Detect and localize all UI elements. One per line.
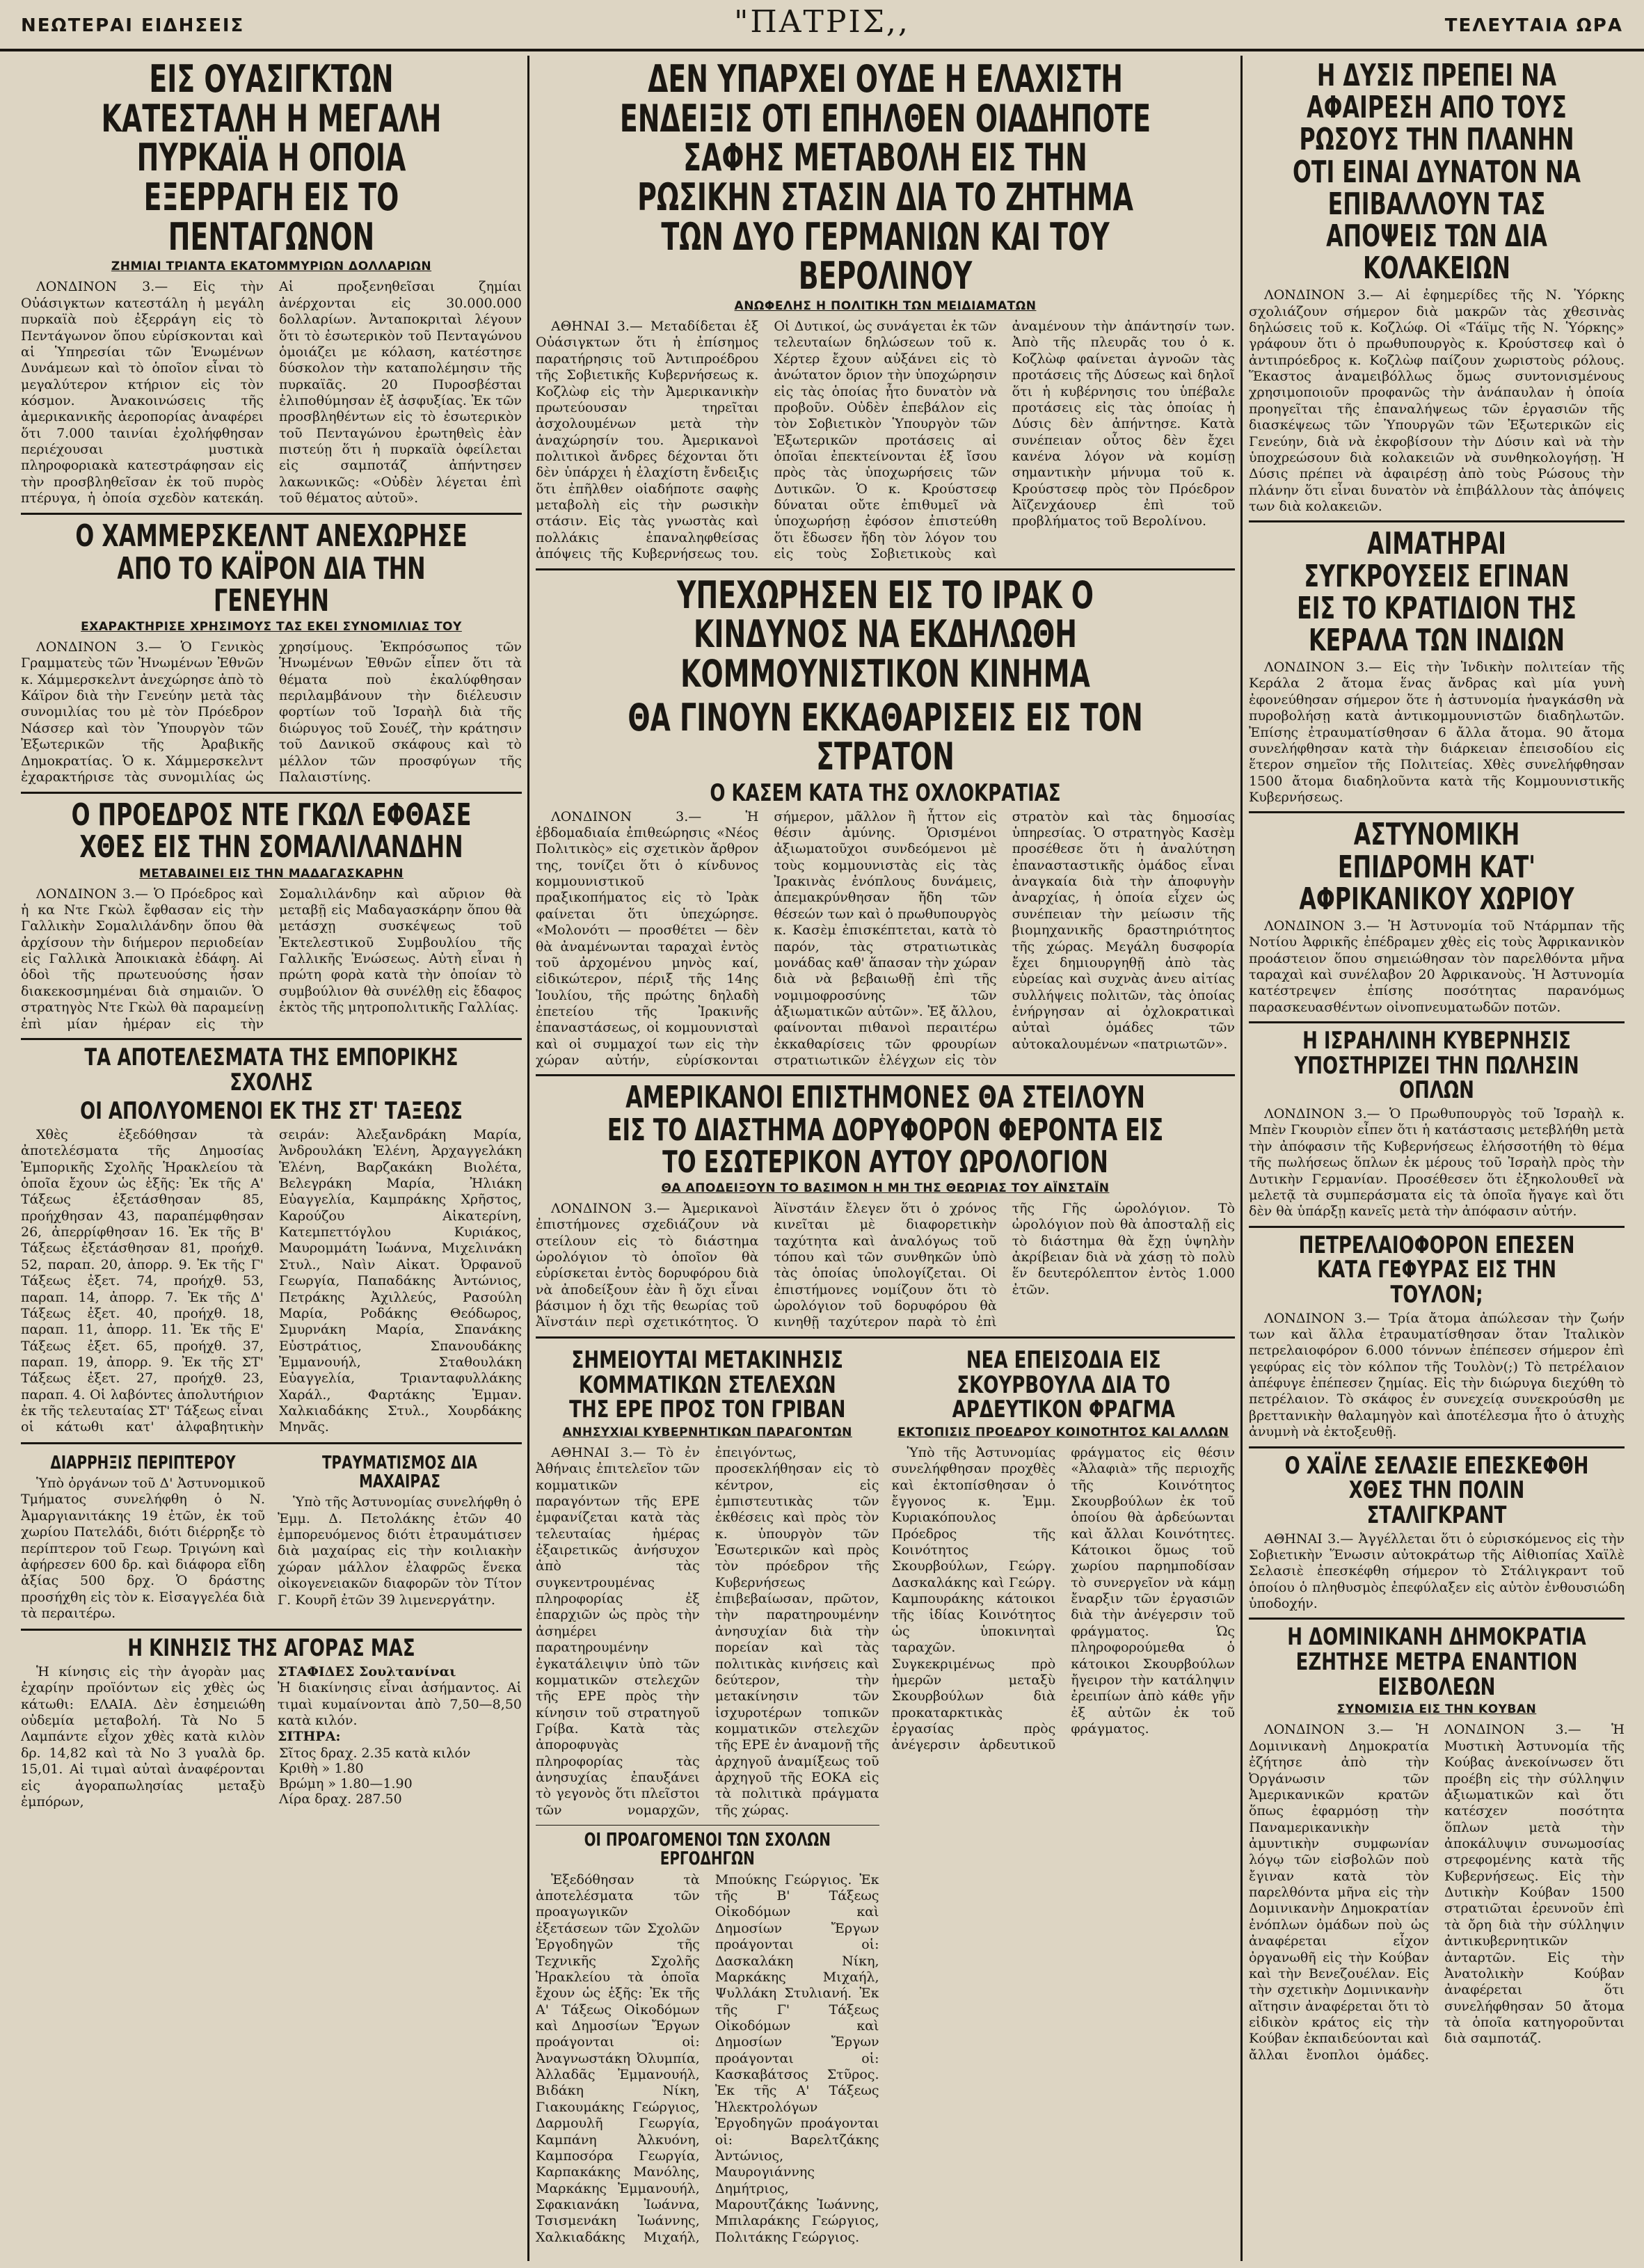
headline: Η ΚΙΝΗΣΙΣ ΤΗΣ ΑΓΟΡΑΣ ΜΑΣ [127, 1634, 415, 1663]
newspaper-title: "ΠΑΤΡΙΣ,, [734, 4, 910, 40]
article-body: ΛΟΝΔΙΝΟΝ 3.— Ὁ Πρωθυπουργὸς τοῦ Ἰσραὴλ κ. Μπὲν Γκουριὸν εἶπεν ὅτι ἡ κατάστασις μετεβλήθη μετὰ τὴν ἀπόφασιν τῆς Κυβερνήσεως ἐλήσσοτήθη τὸ θέμα τῆς πωλήσεως ὅπλων ἐκ μέρους τοῦ Ἰσραὴλ πρὸς τὴν Δυτικὴν Γερμανίαν. Προσέθεσεν ὅτι ἐξηκολουθεῖ νὰ μελετᾷ τὰ συμπεράσματα εἰς τὰ ὁποῖα ἤγαγε καὶ ὅτι δὲν θὰ ὑπάρξῃ κανεῖς μετὰ τὴν ἀπόφασιν αὐτήν. [1249, 1106, 1625, 1220]
subheadline: ΕΧΑΡΑΚΤΗΡΙΣΕ ΧΡΗΣΙΜΟΥΣ ΤΑΣ ΕΚΕΙ ΣΥΝΟΜΙΛΙΑΣ ΤΟΥ [81, 620, 462, 634]
article-iraq [536, 573, 1235, 1069]
subheadline: ΜΕΤΑΒΑΙΝΕΙ ΕΙΣ ΤΗΝ ΜΑΔΑΓΑΣΚΑΡΗΝ [139, 866, 404, 881]
article-berlin [536, 57, 1235, 563]
masthead [0, 0, 1644, 51]
headline: ΔΙΑΡΡΗΞΙΣ ΠΕΡΙΠΤΕΡΟΥ [50, 1452, 236, 1474]
divider [1249, 520, 1625, 522]
subheadline: ΣΥΝΟΜΙΣΙΑ ΕΙΣ ΤΗΝ ΚΟΥΒΑΝ [1336, 1702, 1537, 1717]
headline: Ο ΠΡΟΕΔΡΟΣ ΝΤΕ ΓΚΩΛ ΕΦΘΑΣΕ ΧΘΕΣ ΕΙΣ ΤΗΝ ΣΟΜΑΛΙΛΑΝΔΗΝ [71, 797, 472, 865]
headline: ΔΕΝ ΥΠΑΡΧΕΙ ΟΥΔΕ Η ΕΛΑΧΙΣΤΗ ΕΝΔΕΙΞΙΣ ΟΤΙ ΕΠΗΛΘΕΝ ΟΙΑΔΗΠΟΤΕ ΣΑΦΗΣ ΜΕΤΑΒΟΛΗ ΕΙΣ ΤΗΝ ΡΩΣΙΚΗΝ ΣΤΑΣΙΝ ΔΙΑ ΤΟ ΖΗΤΗΜΑ ΤΩΝ ΔΥΟ ΓΕΡΜΑΝΙΩΝ ΚΑΙ ΤΟΥ ΒΕΡΟΛΙΝΟΥ [619, 57, 1151, 298]
headline: ΑΙΜΑΤΗΡΑΙ ΣΥΓΚΡΟΥΣΕΙΣ ΕΓΙΝΑΝ ΕΙΣ ΤΟ ΚΡΑΤΙΔΙΟΝ ΤΗΣ ΚΕΡΑΛΑ ΤΩΝ ΙΝΔΙΩΝ [1297, 526, 1577, 658]
article-ere [536, 1344, 879, 2246]
divider [21, 1629, 522, 1631]
article-african-village [1249, 819, 1625, 1016]
headline: ΑΜΕΡΙΚΑΝΟΙ ΕΠΙΣΤΗΜΟΝΕΣ ΘΑ ΣΤΕΙΛΟΥΝ ΕΙΣ ΤΟ ΔΙΑΣΤΗΜΑ ΔΟΡΥΦΟΡΟΝ ΦΕΡΟΝΤΑ ΕΙΣ ΤΟ ΕΣΩΤΕΡΙΚΟΝ ΑΥΤΟΥ ΩΡΟΛΟΓΙΟΝ [607, 1080, 1164, 1180]
article-body: ΑΘΗΝΑΙ 3.— Μεταδίδεται ἐξ Οὐάσιγκτων ὅτι ἡ ἐπίσημος παρατήρησις τοῦ Ἀντιπροέδρου τῆς Σοβιετικῆς Κυβερνήσεως κ. Κοζλὼφ εἰς τὴν Ἀμερικανικὴν πρωτεύουσαν τηρεῖται ἀσχολουμένων μετὰ τὴν ἀναχώρησίν του. Ἀμερικανοὶ πολιτικοὶ ἄνδρες δέχονται ὅτι δὲν ὑπάρχει ἡ ἐλαχίστη ἔνδειξις ὅτι ἐπῆλθεν οἱαδήποτε σαφὴς μεταβολὴ εἰς τὴν ρωσικὴν στάσιν. Εἰς τὰς γνωστὰς καὶ πολλάκις ἐπαναληφθείσας ἀπόψεις τῆς Κυβερνήσεως του. Οἱ Δυτικοί, ὡς συνάγεται ἐκ τῶν τελευταίων δηλώσεων τοῦ κ. Χέρτερ ἔχουν αὐξάνει εἰς τὸ ἀνώτατον ὅριον τὴν ὑποχώρησιν εἰς τὰς ὁποίας ἦτο δυνατὸν νὰ προβοῦν. Οὐδὲν ἐπεβάλον εἰς τὸν Σοβιετικὸν Ὑπουργὸν τῶν Ἐξωτερικῶν προτάσεις αἱ ὁποῖαι ἐπεκτείνονται ἐξ ἴσου πρὸς τὰς ὑποχωρήσεις τῶν Δυτικῶν. Ὁ κ. Κρούστσεφ δύναται οὔτε ἐπιθυμεῖ νὰ ὑποχωρήσῃ ἐφόσον ἐπιστεύθη ὅτι ἔδωσεν ἤδη τὸν λόγον του εἰς τοὺς Σοβιετικοὺς καὶ ἀναμένουν τὴν ἀπάντησίν των. Ἀπὸ τῆς πλευρᾶς του ὁ κ. Κοζλὼφ φαίνεται ἀγνοῶν τὰς προτάσεις τῆς Δύσεως καὶ δηλοῖ ὅτι ἡ κυβέρνησις του ὑπέβαλε προτάσεις εἰς τὰς ὁποίας ἡ Δύσις δὲν ἀπήντησε. Κατὰ συνέπειαν οὗτος δὲν ἔχει κανένα λόγον νὰ κομίσῃ σημαντικὴν μήνυμα τοῦ κ. Κρούστσεφ πρὸς τὸν Πρόεδρον Ἀϊζενχάουερ ἐπὶ τοῦ προβλήματος τοῦ Βερολίνου. [536, 319, 1235, 562]
headline: ΤΡΑΥΜΑΤΙΣΜΟΣ ΔΙΑ ΜΑΧΑΙΡΑΣ [321, 1452, 477, 1493]
article-body: ΛΟΝΔΙΝΟΝ 3.— Εἰς τὴν Ἰνδικὴν πολιτείαν τῆς Κεράλα 2 ἄτομα ἕνας ἄνδρας καὶ μία γυνὴ ἐφονεύθησαν σήμερον ὅτε ἡ ἀστυνομία ἠναγκάσθη νὰ πυροβολήσῃ κατὰ ἀντικομμουνιστῶν διαδηλωτῶν. Ἐπίσης ἐτραυματίσθησαν 6 ἄλλα ἄτομα. 90 ἄτομα συνελήφθησαν κατὰ τὴν διάρκειαν ἐπεισοδίου εἰς ἕτερον σημεῖον τῆς Πολιτείας. Χθὲς συνελήφθησαν 1500 ἄτομα διαδηλοῦντα κατὰ τῆς Κομμουνιστικῆς Κυβερνήσεως. [1249, 660, 1625, 805]
article-israel-arms [1249, 1029, 1625, 1220]
article-knife-injury [278, 1450, 522, 1624]
article-body: Χθὲς ἐξεδόθησαν τὰ ἀποτελέσματα τῆς Δημοσίας Ἐμπορικῆς Σχολῆς Ἡρακλείου τὰ ὁποῖα ἔχουν ὡς ἑξῆς: Ἐκ τῆς Α' Τάξεως ἐξετάσθησαν 85, προήχθησαν 43, παραπέμφθησαν 26, ἀπερρίφθησαν 16. Ἐκ τῆς Β' Τάξεως ἐξετάσθησαν 81, προήχθ. 52, παραπ. 20, ἀπορρ. 9. Ἐκ τῆς Γ' Τάξεως ἐξετ. 74, προήχθ. 53, παραπ. 14, ἀπορρ. 7. Ἐκ τῆς Δ' Τάξεως ἐξετ. 40, προήχθ. 18, παραπ. 11, ἀπορρ. 11. Ἐκ τῆς Ε' Τάξεως ἐξετ. 65, προήχθ. 37, παραπ. 19, ἀπορρ. 9. Ἐκ τῆς ΣΤ' Τάξεως ἐξετ. 27, προήχθ. 23, παραπ. 4. Οἱ λαβόντες ἀπολυτήριον ἐκ τῆς τελευταίας ΣΤ' Τάξεως εἶναι οἱ κάτωθι κατ' ἀλφαβητικὴν σειράν: Ἀλεξανδράκη Μαρία, Ἀνδρουλάκη Ἑλένη, Ἀρχαγγελάκη Ἑλένη, Βαρζακάκη Βιολέτα, Βελεγράκη Μαρία, Ἠλιάκη Εὐαγγελία, Καμπράκης Χρῆστος, Καρούζου Αἰκατερίνη, Κατεμπεττόγλου Κυριάκος, Μαυρομμάτη Ἰωάννα, Μιχελινάκη Στυλ., Ναὶν Αἰκατ. Ὀρφανοῦ Γεωργία, Παπαδάκης Ἀντώνιος, Πετράκης Ἀχιλλεύς, Ρασούλη Μαρία, Ροδάκης Θεόδωρος, Σμυρνάκη Μαρία, Σπανάκης Εὐστράτιος, Σπανουδάκης Ἐμμανουήλ, Σταθουλάκη Εὐαγγελία, Τριανταφυλλάκης Χαράλ., Φαρτάκης Ἐμμαν. Χαλκιαδάκης Στυλ., Χουρδάκης Μηνᾶς. [21, 1126, 522, 1435]
divider [21, 513, 522, 515]
divider [1249, 811, 1625, 813]
article-body: ΛΟΝΔΙΝΟΝ 3.— Ἡ ἑβδομαδιαία ἐπιθεώρησις «Νέος Πολιτικὸς» εἰς σχετικὸν ἄρθρον της, τονίζει ὅτι ὁ κίνδυνος κομμουνιστικοῦ πραξικοπήματος εἰς τὸ Ἰρὰκ φαίνεται ὅτι ὑπεχώρησε. «Μολονότι — προσθέτει — δὲν θὰ ἀναμένωνται ταραχαὶ ἐντὸς τοῦ ἀρχομένου μηνὸς καί, εἰδικώτερον, πέριξ τῆς 14ης Ἰουλίου, τῆς πρώτης δηλαδὴ ἐπετείου τῆς Ἰρακινῆς ἐπαναστάσεως, οἱ κομμουνισταὶ καὶ οἱ συμμαχοί των εἰς τὴν χώραν αὐτήν, εὑρίσκονται σήμερον, μᾶλλον ἢ ἧττον εἰς θέσιν ἀμύνης. Ὁρισμένοι ἀξιωματοῦχοι συνδεόμενοι μὲ τοὺς κομμουνιστὰς εἰς τὰς Ἰρακινὰς ἐνόπλους δυνάμεις, ἀπεμακρύνθησαν ἤδη τῶν θέσεών των καὶ ὁ πρωθυπουργὸς κ. Κασὲμ ἐπισκέπτεται, κατὰ τὸ παρόν, τὰς στρατιωτικὰς μονάδας καθ' ἅπασαν τὴν χώραν διὰ νὰ βεβαιωθῇ ἐπὶ τῆς νομιμοφροσύνης τῶν ἀξιωματικῶν αὐτῶν». Ἐξ ἄλλου, φαίνονται πιθανοὶ περαιτέρω ἐκκαθαρίσεις τῶν φρουρίων στρατιωτικῶν ἐλέγχων εἰς τὸν στρατὸν καὶ τὰς δημοσίας ὑπηρεσίας. Ὁ στρατηγὸς Κασὲμ προσέθεσε ὅτι ἡ ἀναλύτηση ἐπανασταστικῆς ὁμάδος εἶναι ἀναγκαία διὰ τὴν ἀποφυγὴν ἀναρχίας, ἡ ὁποία εἶχεν ὡς συνέπειαν τὴν μείωσιν τῆς βιομηχανικῆς δραστηριότητος τῆς χώρας. Μεγάλη δυσφορία ἔχει δημιουργηθῇ ἀπὸ τὰς εὐρείας καὶ συχνὰς ἀνευ αἰτίας συλλήψεις πολιτῶν, τὰς ὁποίας ἐνήργησαν αἱ ὀχλοκρατικαὶ αὐταὶ ὁμάδες τῶν αὐτοκαλουμένων «πατριωτῶν». [536, 808, 1235, 1069]
raisins-text: Ἡ διακίνησις εἶναι ἀσήμαντος. Αἱ τιμαὶ κυμαίνονται ἀπὸ 7,50—8,50 κατὰ κιλόν. [278, 1680, 522, 1729]
divider [21, 1442, 522, 1444]
article-body: ΑΘΗΝΑΙ 3.— Ἀγγέλλεται ὅτι ὁ εὑρισκόμενος εἰς τὴν Σοβιετικὴν Ἕνωσιν αὐτοκράτωρ τῆς Αἰθιοπίας Χαϊλὲ Σελασιὲ ἐπεσκέφθη σήμερον τὸ Στάλιγκραντ τοῦ ὁποίου ὁ πληθυσμὸς ἐπεφύλαξεν εἰς αὐτὸν ἐνθουσιώδη ὑποδοχήν. [1249, 1531, 1625, 1612]
left-column [21, 56, 522, 2261]
divider [1249, 1226, 1625, 1228]
headline: ΣΗΜΕΙΟΥΤΑΙ ΜΕΤΑΚΙΝΗΣΙΣ ΚΟΜΜΑΤΙΚΩΝ ΣΤΕΛΕΧΩΝ ΤΗΣ ΕΡΕ ΠΡΟΣ ΤΟΝ ΓΡΙΒΑΝ [569, 1345, 846, 1424]
divider [536, 1825, 879, 1826]
headline: ΝΕΑ ΕΠΕΙΣΟΔΙΑ ΕΙΣ ΣΚΟΥΡΒΟΥΛΑ ΔΙΑ ΤΟ ΑΡΔΕΥΤΙΚΟΝ ΦΡΑΓΜΑ [952, 1345, 1175, 1424]
subheadline: ΘΑ ΑΠΟΔΕΙΞΟΥΝ ΤΟ ΒΑΣΙΜΟΝ Η ΜΗ ΤΗΣ ΘΕΩΡΙΑΣ ΤΟΥ ΑΪΝΣΤΑΪΝ [661, 1181, 1110, 1195]
center-column [536, 56, 1235, 2261]
masthead-right-label: ΤΕΛΕΥΤΑΙΑ ΩΡΑ [1444, 15, 1623, 36]
headline: ΑΣΤΥΝΟΜΙΚΗ ΕΠΙΔΡΟΜΗ ΚΑΤ' ΑΦΡΙΚΑΝΙΚΟΥ ΧΩΡΙΟΥ [1299, 817, 1574, 917]
short-news-row [21, 1450, 522, 1624]
headline: ΠΕΤΡΕΛΑΙΟΦΟΡΟΝ ΕΠΕΣΕΝ ΚΑΤΑ ΓΕΦΥΡΑΣ ΕΙΣ ΤΗΝ ΤΟΥΛΟΝ; [1298, 1231, 1575, 1309]
table-row: Κριθὴ » 1.80 [279, 1760, 364, 1776]
article-kerala [1249, 528, 1625, 806]
divider [21, 1038, 522, 1040]
subheadline: ΑΝΩΦΕΛΗΣ Η ΠΟΛΙΤΙΚΗ ΤΩΝ ΜΕΙΔΙΑΜΑΤΩΝ [734, 299, 1037, 314]
article-body: ΛΟΝΔΙΝΟΝ 3.— Ὁ Πρόεδρος καὶ ἡ κα Ντε Γκὼλ ἔφθασαν εἰς τὴν Γαλλικὴν Σομαλιλάνδην ὅπου θὰ ἀρχίσουν τὴν διήμερον περιοδείαν εἰς Γαλλικὰ Ἀποικιακὰ ἐδάφη. Αἱ ὁδοὶ τῆς πρωτευούσης ἦσαν διακεκοσμημέναι διὰ σημαιῶν. Ὁ στρατηγὸς Ντε Γκὼλ θὰ παραμείνῃ ἐπὶ μίαν ἡμέραν εἰς τὴν Σομαλιλάνδην καὶ αὔριον θὰ μεταβῇ εἰς Μαδαγασκάρην ὅπου θὰ μετάσχῃ συσκέψεως τοῦ Ἐκτελεστικοῦ Συμβουλίου τῆς Γαλλικῆς Ἑνώσεως. Αὐτὴ εἶναι ἡ πρώτη φορὰ κατὰ τὴν ὁποίαν τὸ συμβούλιον θὰ συνέλθῃ εἰς ἔδαφος ἐκτὸς τῆς μητροπολιτικῆς Γαλλίας. [21, 886, 522, 1032]
divider [1249, 1021, 1625, 1023]
article-body: Ὑπὸ ὀργάνων τοῦ Δ' Ἀστυνομικοῦ Τμήματος συνελήφθη ὁ Ν. Ἀμαργιανιτάκης 19 ἐτῶν, ἐκ τοῦ χωρίου Πατελάδι, διότι διέρρηξε τὸ περίπτερον τοῦ Γεωρ. Τριγώνη καὶ ἀφήρεσεν 600 δρ. καὶ διάφορα εἴδη ἀξίας 500 δρχ. Ὁ δράστης προσήχθη εἰς τὸν κ. Εἰσαγγελέα διὰ τὰ περαιτέρω. [21, 1476, 265, 1621]
raisins-title: ΣΤΑΦΙΔΕΣ Σουλτανίναι [278, 1663, 456, 1679]
article-body: ΛΟΝΔΙΝΟΝ 3.— Ἀμερικανοὶ ἐπιστήμονες σχεδιάζουν νὰ στείλουν εἰς τὸ διάστημα ὡρολόγιον τὸ ὁποῖον θὰ εὑρίσκεται ἐντὸς δορυφόρου διὰ νὰ ἀποδείξουν ἐὰν ἢ ὄχι εἶναι βάσιμον ἡ ὄχι τῆς θεωρίας τοῦ Ἀϊνστάιν περὶ σχετικότητος. Ὁ Ἀϊνστάιν ἔλεγεν ὅτι ὁ χρόνος κινεῖται μὲ διαφορετικὴν ταχύτητα καὶ ἀναλόγως τοῦ τόπου καὶ τῶν συνθηκῶν ὑπὸ τὰς ὁποίας ὑπολογίζεται. Οἱ ἐπιστήμονες νομίζουν ὅτι τὸ ὡρολόγιον τοῦ δορυφόρου θὰ κινηθῇ ταχύτερον παρὰ τὸ ἐπὶ τῆς Γῆς ὡρολόγιον. Τὸ ὡρολόγιον ποὺ θὰ ἀποσταλῇ εἰς τὸ διάστημα θὰ ἔχῃ ὑψηλὴν ἀκρίβειαν διὰ νὰ χάσῃ τὸ πολὺ ἕν δευτερόλεπτον ἐντὸς 1.000 ἐτῶν. [536, 1200, 1235, 1330]
article-body: Ἡ κίνησις εἰς τὴν ἀγορὰν μας ἐχαρίην προϊόντων εἰς χθὲς ὡς κάτωθι: ΕΛΑΙΑ. Δὲν ἐσημειώθη οὐδεμία μεταβολή. Τὰ Νο 5 Λαμπάντε εἶχον χθὲς κατὰ κιλὸν δρ. 14,82 καὶ τὰ Νο 3 γυαλὰ δρ. 15,01. Αἱ τιμαὶ αὐταὶ ἀναφέρονται εἰς ἀγοραπωλησίας μεταξὺ ἐμπόρων, [21, 1663, 265, 1810]
table-row: Βρώμη » 1.80—1.90 [279, 1775, 413, 1791]
article-body: ΛΟΝΔΙΝΟΝ 3.— Τρία ἄτομα ἀπώλεσαν τὴν ζωήν των καὶ ἄλλα ἐτραυματίσθησαν ὅταν Ἰταλικὸν πετρελαιοφόρον 6.000 τόννων ἐπέπεσεν σήμερον ἐπὶ γεφύρας εἰς τὸν κόλπον τῆς Τουλὸν(;) Τὸ πετρέλαιον ἀπέφυγε ἐπέπεσεν ζημίας. Εἰς τὴν διώρυγα διεχύθη τὸ πετρέλαιον. Τὸ σκάφος ἐν συνεχείᾳ συνεκρούσθη με βρεττανικὴν θαλαμηγὸν καὶ ἀποτέλεσμα ἦτο ὁ ἀτυχὴς ἀνυμνὴ νὰ ἐκτοξευθῇ. [1249, 1310, 1625, 1440]
article-body: ΛΟΝΔΙΝΟΝ 3.— Ἡ Ἀστυνομία τοῦ Ντάρμπαν τῆς Νοτίου Ἀφρικῆς ἐπέδραμεν χθὲς εἰς τοὺς Ἀφρικανικὸν προάστειον ὅπου σημειώθησαν τὸν παρελθόντα μῆνα ταραχαὶ καὶ συνέλαβον 20 Ἀφρικανοὺς. Ἡ Ἀστυνομία κατέστρεψεν ἐπίσης ποσότητας παρανόμως παρασκευασθέντων οἰνοπνευματωδῶν ποτῶν. [1249, 918, 1625, 1015]
divider [536, 1336, 1235, 1339]
headline-secondary: ΟΙ ΑΠΟΛΥΟΜΕΝΟΙ ΕΚ ΤΗΣ ΣΤ' ΤΑΞΕΩΣ [80, 1097, 463, 1126]
article-body: Ἐξεδόθησαν τὰ ἀποτελέσματα τῶν προαγωγικῶν ἐξετάσεων τῶν Σχολῶν Ἐργοδηγῶν τῆς Τεχνικῆς Σχολῆς Ἡρακλείου τὰ ὁποῖα ἔχουν ὡς ἑξῆς: Ἐκ τῆς Α' Τάξεως Οἰκοδόμων καὶ Δημοσίων Ἔργων προάγονται οἱ: Ἀναγνωστάκη Ὀλυμπία, Ἀλλαδᾶς Ἐμμανουήλ, Βιδάκη Νίκη, Γιακουμάκης Γεώργιος, Δαρμουλῆ Γεωργία, Καμπάνη Ἀλκυόνη, Καμποσόρα Γεωργία, Καρπακάκης Μανόλης, Μαρκάκης Ἐμμανουήλ, Σφακιανάκη Ἰωάννα, Τσισμενάκη Ἰωάννης, Χαλκιαδάκης Μιχαήλ, Μπούκης Γεώργιος. Ἐκ τῆς Β' Τάξεως Οἰκοδόμων καὶ Δημοσίων Ἔργων προάγονται οἱ: Δασκαλάκη Νίκη, Μαρκάκης Μιχαήλ, Ψυλλάκη Στυλιανή. Ἐκ τῆς Γ' Τάξεως Οἰκοδόμων καὶ Δημοσίων Ἔργων προάγονται οἱ: Κασκαβάτσος Στῦρος. Ἐκ τῆς Α' Τάξεως Ἡλεκτρολόγων Ἐργοδηγῶν προάγονται οἱ: Βαρελτζάκης Ἀντώνιος, Μαυρογιάννης Δημήτριος, Μαρουτζάκης Ἰωάννης, Μπιλαράκης Γεώργιος, Πολιτάκης Γεώργιος. [536, 1871, 879, 2245]
article-body: ΑΘΗΝΑΙ 3.— Τὸ ἐν Ἀθήναις ἐπιτελεῖον τῶν κομματικῶν παραγόντων τῆς ΕΡΕ ἐμφανίζεται κατὰ τὰς τελευταίας ἡμέρας ἐξαιρετικῶς ἀνήσυχον ἀπὸ τὰς συγκεντρουμένας πληροφορίας ἐξ ἐπαρχιῶν ὡς πρὸς τὴν ἀσημέρει παρατηρουμένην ἐγκατάλειψιν ὑπὸ τῶν κομματικῶν στελεχῶν τῆς ΕΡΕ πρὸς τὴν κίνησιν τοῦ στρατηγοῦ Γρίβα. Κατὰ τὰς ἀποροφυγὰς πληροφορίας τὰς ἀνησυχίας ἐπαυξάνει τὸ γεγονὸς ὅτι πλεῖστοι τῶν νομαρχῶν, ἐπειγόντως, προσεκλήθησαν εἰς τὸ κέντρον, εἰς ἐμπιστευτικὰς τῶν ἐκθέσεις καὶ πρὸς τὸν κ. ὑπουργὸν τῶν Ἐσωτερικῶν καὶ πρὸς τὸν πρόεδρον τῆς Κυβερνήσεως ἐπιβεβαίωσαν, πρῶτον, τὴν παρατηρουμένην ἀνησυχίαν διὰ τὴν πορείαν καὶ τὰς πολιτικὰς κινήσεις καὶ δεύτερον, τὴν μετακίνησιν τῶν ἰσχυροτέρων τοπικῶν κομματικῶν στελεχῶν τῆς ΕΡΕ ἐν ἀναμονῇ τῆς ἀρχηγοῦ ἀναμίξεως τοῦ ἀρχηγοῦ τῆς ΕΟΚΑ εἰς τὰ πολιτικὰ πράγματα τῆς χώρας. [536, 1444, 879, 1818]
article-commercial-school [21, 1043, 522, 1437]
article-haile-selassie [1249, 1451, 1625, 1613]
article-body: Ὑπὸ τῆς Ἀστυνομίας συνελήφθησαν προχθὲς καὶ ἐκτοπίσθησαν ὁ ἔγγονος κ. Ἐμμ. Κυριακόπουλος Πρόεδρος τῆς Κοινότητος Σκουρβούλων, Γεώργ. Δασκαλάκης καὶ Γεώργ. Καμπουράκης κάτοικοι τῆς ἰδίας Κοινότητος ὡς ὑποκινηταὶ ταραχῶν. Συγκεκριμένως πρὸ ἡμερῶν μεταξὺ Σκουρβούλων διὰ προκαταρκτικὰς ἐργασίας πρὸς ἀνέγερσιν ἀρδευτικοῦ φράγματος εἰς θέσιν «Ἀλαφιὰ» τῆς περιοχῆς τῆς Κοινότητος Σκουρβούλων ἐκ τοῦ ὁποίου θὰ ἀρδεύωνται καὶ ἄλλαι Κοινότητες. Κάτοικοι ὅμως τοῦ χωρίου παρημποδίσαν τὸ συνεργεῖον νὰ κάμῃ ἔναρξιν τῶν ἐργασιῶν διὰ τὴν ἀνέγερσιν τοῦ φράγματος. Ὡς πληροφορούμεθα ὁ κάτοικοι Σκουρβούλων ἤγειρον τὴν κατάληψιν ἐρειπίων ἀπὸ κάθε γῆν ἐξ αὐτῶν ἐκ τοῦ φράγματος. [891, 1444, 1235, 1753]
article-dominican [1249, 1625, 1625, 2063]
right-column [1249, 56, 1625, 2261]
grains-title: ΣΙΤΗΡΑ: [278, 1729, 341, 1745]
divider [1249, 1618, 1625, 1620]
masthead-left-label: ΝΕΩΤΕΡΑΙ ΕΙΔΗΣΕΙΣ [21, 15, 245, 36]
article-skourvoula [892, 1344, 1236, 2246]
article-body: Ὑπὸ τῆς Ἀστυνομίας συνελήφθη ὁ Ἐμμ. Δ. Πετολάκης ἐτῶν 40 ἐμπορευόμενος διότι ἐτραυμάτισεν διὰ μαχαίρας εἰς τὴν κοιλιακὴν χώραν μάλλον ἐλαφρῶς ἕνεκα οἰκογενειακῶν διαφορῶν τὸν Τίτον Γ. Κουρῆ ἐτῶν 39 λιμενεργάτην. [278, 1494, 522, 1608]
article-west-russia [1249, 60, 1625, 515]
headline: Ο ΧΑΜΜΕΡΣΚΕΛΝΤ ΑΝΕΧΩΡΗΣΕ ΑΠΟ ΤΟ ΚΑΪΡΟΝ ΔΙΑ ΤΗΝ ΓΕΝΕΥΗΝ [75, 518, 468, 618]
headline: Ο ΧΑΪΛΕ ΣΕΛΑΣΙΕ ΕΠΕΣΚΕΦΘΗ ΧΘΕΣ ΤΗΝ ΠΟΛΙΝ ΣΤΑΛΙΓΚΡΑΝΤ [1284, 1451, 1589, 1529]
article-body: ΛΟΝΔΙΝΟΝ 3.— Ἡ Δομινικανὴ Δημοκρατία ἐζήτησε ἀπὸ τὴν Ὀργάνωσιν τῶν Ἀμερικανικῶν κρατῶν ὅπως ἐφαρμόσῃ τὴν Παναμερικανικὴν ἀμυντικὴν συμφωνίαν λόγῳ τῶν εἰσβολῶν ποὺ ἔγιναν κατὰ τὸν παρελθόντα μῆνα εἰς τὴν Δομινικανὴν Δημοκρατίαν ἐνόπλων ὁμάδων ποὺ ὡς ἀναφέρεται εἶχον ὀργανωθῆ εἰς τὴν Κούβαν καὶ τὴν Βενεζουέλαν. Εἰς τὴν σχετικὴν Δομινικανὴν αἴτησιν ἀναφέρεται ὅτι τὸ εἰδικὸν κράτος εἰς τὴν Κούβαν ἐκπαιδεύονται καὶ ἄλλαι ἔνοπλοι ὁμάδες. ΛΟΝΔΙΝΟΝ 3.— Ἡ Μυστικὴ Ἀστυνομία τῆς Κούβας ἀνεκοίνωσεν ὅτι προέβη εἰς τὴν σύλληψιν ἀξιωματικῶν καὶ ὅτι κατέσχεν ποσότητα ὅπλων μετὰ τὴν ἀποκάλυψιν συνωμοσίας στρεφομένης κατὰ τῆς Κυβερνήσεως. Εἰς τὴν Δυτικὴν Κούβαν 1500 στρατιῶται ἐρευνοῦν ἐπὶ τὰ ὄρη διὰ τὴν σύλληψιν ἀντικυβερνητικῶν ἀνταρτῶν. Εἰς τὴν Ἀνατολικὴν Κούβαν ἀναφέρεται ὅτι συνελήφθησαν 50 ἄτομα τὰ ὁποῖα κατηγοροῦνται διὰ σαμποτάζ. [1249, 1722, 1625, 2063]
headline: ΤΑ ΑΠΟΤΕΛΕΣΜΑΤΑ ΤΗΣ ΕΜΠΟΡΙΚΗΣ ΣΧΟΛΗΣ [84, 1043, 458, 1096]
headline: ΕΙΣ ΟΥΑΣΙΓΚΤΩΝ ΚΑΤΕΣΤΑΛΗ Η ΜΕΓΑΛΗ ΠΥΡΚΑΪΑ Η ΟΠΟΙΑ ΕΞΕΡΡΑΓΗ ΕΙΣ ΤΟ ΠΕΝΤΑΓΩΝΟΝ [101, 57, 442, 259]
article-body: ΛΟΝΔΙΝΟΝ 3.— Εἰς τὴν Οὐάσιγκτων κατεστάλη ἡ μεγάλη πυρκαϊὰ ποὺ ἐξερράγη εἰς τὸ Πεντάγωνον ὅπου εὑρίσκονται καὶ αἱ Ὑπηρεσίαι τῶν Ἑνωμένων Δυνάμεων καὶ τὸ ὁποῖον εἶναι τὸ μεγαλύτερον κτήριον εἰς τὸν κόσμον. Ἀνακοινώσεις τῆς ἀμερικανικῆς ἀεροπορίας ἀναφέρει ὅτι 7.000 ταινίαι ἐχολήφθησαν περιέχουσαι μυστικὰ πληροφοριακὰ κατεστράφησαν εἰς τὴν προσβληθεῖσαν ἐκ τοῦ πυρὸς πτέρυγα, ἡ ὁποία σχεδὸν κατεκάη. Αἱ προξενηθεῖσαι ζημίαι ἀνέρχονται εἰς 30.000.000 δολλαρίων. Ἀνταποκριταὶ λέγουν ὅτι τὸ ἐσωτερικὸν τοῦ Πενταγώνου ὁμοιάζει με κόλαση, κατέστησε δύσκολον τὴν καταπολέμησιν τῆς πυρκαϊᾶς. 20 Πυροσβέσται ἐλιποθύμησαν ἐξ ἀσφυξίας. Ἐκ τῶν προσβληθέντων εἰς τὸ ἐσωτερικὸν τοῦ Πενταγώνου ἐρωτηθεὶς ἐὰν πιστεύῃ ὅτι ἡ πυρκαϊὰ ὀφείλεται εἰς σαμποτάζ ἀπήντησεν λακωνικῶς: «Οὐδὲν λέγεται ἐπὶ τοῦ θέματος αὐτοῦ». [21, 279, 522, 506]
headline: ΟΙ ΠΡΟΑΓΟΜΕΝΟΙ ΤΩΝ ΣΧΟΛΩΝ ΕΡΓΟΔΗΓΩΝ [584, 1830, 831, 1870]
market-columns [21, 1664, 522, 1812]
article-de-gaulle [21, 799, 522, 1032]
divider [536, 1074, 1235, 1076]
article-satellite-clock [536, 1082, 1235, 1330]
divider [21, 792, 522, 794]
divider [1249, 1446, 1625, 1448]
grain-price-table [278, 1746, 522, 1807]
column-divider [1240, 56, 1243, 2261]
subheadline: ΑΝΗΣΥΧΙΑΙ ΚΥΒΕΡΝΗΤΙΚΩΝ ΠΑΡΑΓΟΝΤΩΝ [562, 1425, 852, 1439]
article-pentagon-fire [21, 57, 522, 507]
subheadline: ΖΗΜΙΑΙ ΤΡΙΑΝΤΑ ΕΚΑΤΟΜΜΥΡΙΩΝ ΔΟΛΛΑΡΙΩΝ [111, 259, 432, 274]
headline: ΥΠΕΧΩΡΗΣΕΝ ΕΙΣ ΤΟ ΙΡΑΚ Ο ΚΙΝΔΥΝΟΣ ΝΑ ΕΚΔΗΛΩΘΗ ΚΟΜΜΟΥΝΙΣΤΙΚΟΝ ΚΙΝΗΜΑ [677, 573, 1094, 696]
article-tanker [1249, 1233, 1625, 1441]
table-row: Σῖτος δραχ. 2.35 κατὰ κιλόν [279, 1745, 471, 1761]
subheadline: ΕΚΤΟΠΙΣΙΣ ΠΡΟΕΔΡΟΥ ΚΟΙΝΟΤΗΤΟΣ ΚΑΙ ΑΛΛΩΝ [897, 1425, 1229, 1439]
headline: Η ΙΣΡΑΗΛΙΝΗ ΚΥΒΕΡΝΗΣΙΣ ΥΠΟΣΤΗΡΙΖΕΙ ΤΗΝ ΠΩΛΗΣΙΝ ΟΠΛΩΝ [1294, 1027, 1579, 1105]
article-market [21, 1636, 522, 1812]
subheadline: Ο ΚΑΣΕΜ ΚΑΤΑ ΤΗΣ ΟΧΛΟΚΡΑΤΙΑΣ [710, 778, 1061, 807]
lower-center-row [536, 1344, 1235, 2246]
table-row: Λίρα δραχ. 287.50 [279, 1791, 402, 1807]
article-kiosk-burglary [21, 1450, 265, 1624]
article-body: ΛΟΝΔΙΝΟΝ 3.— Αἱ ἐφημερίδες τῆς Ν. Ὑόρκης σχολιάζουν σήμερον διὰ μακρῶν τὰς χθεσινὰς δηλώσεις τοῦ κ. Κοζλώφ. Οἱ «Τάϊμς τῆς Ν. Ὑόρκης» γράφουν ὅτι ὁ πρωθυπουργὸς κ. Κρούστσεφ καὶ ὁ ἀντιπρόεδρος κ. Κοζλὼφ παίζουν χωριστοὺς ρόλους. Ἕκαστος ἀναμειβόλλως ὅμως συντονισμένους χρησιμοποιοῦν προφανῶς τὴν ἀνάπαυλαν ἡ ὁποία προηγεῖται τῆς ἐπαναλήψεως τῶν ἐργασιῶν τῆς διασκέψεως τῶν Ὑπουργῶν τῶν Ἐξωτερικῶν εἰς Γενεύην, διὰ νὰ ἐκφοβίσουν τὴν Δύσιν καὶ νὰ τὴν ὑποχρεώσουν διὰ κολακειῶν νὰ συνθηκολογήσῃ. Ἡ Δύσις πρέπει νὰ ἀφαιρέσῃ ἀπὸ τοὺς Ρώσους τὴν πλάνην ὅτι εἶναι δυνατὸν νὰ ἐπιβάλλουν τὰς ἀπόψεις των διὰ κολακειῶν. [1249, 287, 1625, 514]
headline-secondary: ΘΑ ΓΙΝΟΥΝ ΕΚΚΑΘΑΡΙΣΕΙΣ ΕΙΣ ΤΟΝ ΣΤΡΑΤΟΝ [628, 695, 1143, 779]
market-prices [278, 1664, 522, 1812]
column-divider [527, 56, 529, 2261]
divider [536, 568, 1235, 570]
article-hammarskjold [21, 520, 522, 786]
headline: Η ΔΟΜΙΝΙΚΑΝΗ ΔΗΜΟΚΡΑΤΙΑ ΕΖΗΤΗΣΕ ΜΕΤΡΑ ΕΝΑΝΤΙΟΝ ΕΙΣΒΟΛΕΩΝ [1287, 1623, 1586, 1701]
article-body: ΛΟΝΔΙΝΟΝ 3.— Ὁ Γενικὸς Γραμματεὺς τῶν Ἡνωμένων Ἐθνῶν κ. Χάμμερσκελντ ἀνεχώρησε ἀπὸ τὸ Κάϊρον διὰ τὴν Γενεύην μετὰ τὰς συνομιλίας του μὲ τὸν Πρόεδρον Νάσσερ καὶ τὸν Ὑπουργὸν τῶν Ἐξωτερικῶν τῆς Ἀραβικῆς Δημοκρατίας. Ὁ κ. Χάμμερσκελντ ἐχαρακτήρισε τὰς συνομιλίας ὡς χρησίμους. Ἐκπρόσωπος τῶν Ἡνωμένων Ἐθνῶν εἶπεν ὅτι τὰ θέματα ποὺ ἐκαλύφθησαν περιλαμβάνουν τὴν διέλευσιν φορτίων τοῦ Ἰσραὴλ διὰ τῆς διώρυγος τοῦ Σουέζ, τὴν κράτησιν τοῦ Δανικοῦ σκάφους καὶ τὸ μέλλον τῶν προσφύγων τῆς Παλαιστίνης. [21, 639, 522, 785]
headline: Η ΔΥΣΙΣ ΠΡΕΠΕΙ ΝΑ ΑΦΑΙΡΕΣΗ ΑΠΟ ΤΟΥΣ ΡΩΣΟΥΣ ΤΗΝ ΠΛΑΝΗΝ ΟΤΙ ΕΙΝΑΙ ΔΥΝΑΤΟΝ ΝΑ ΕΠΙΒΑΛΛΟΥΝ ΤΑΣ ΑΠΟΨΕΙΣ ΤΩΝ ΔΙΑ ΚΟΛΑΚΕΙΩΝ [1292, 58, 1581, 287]
